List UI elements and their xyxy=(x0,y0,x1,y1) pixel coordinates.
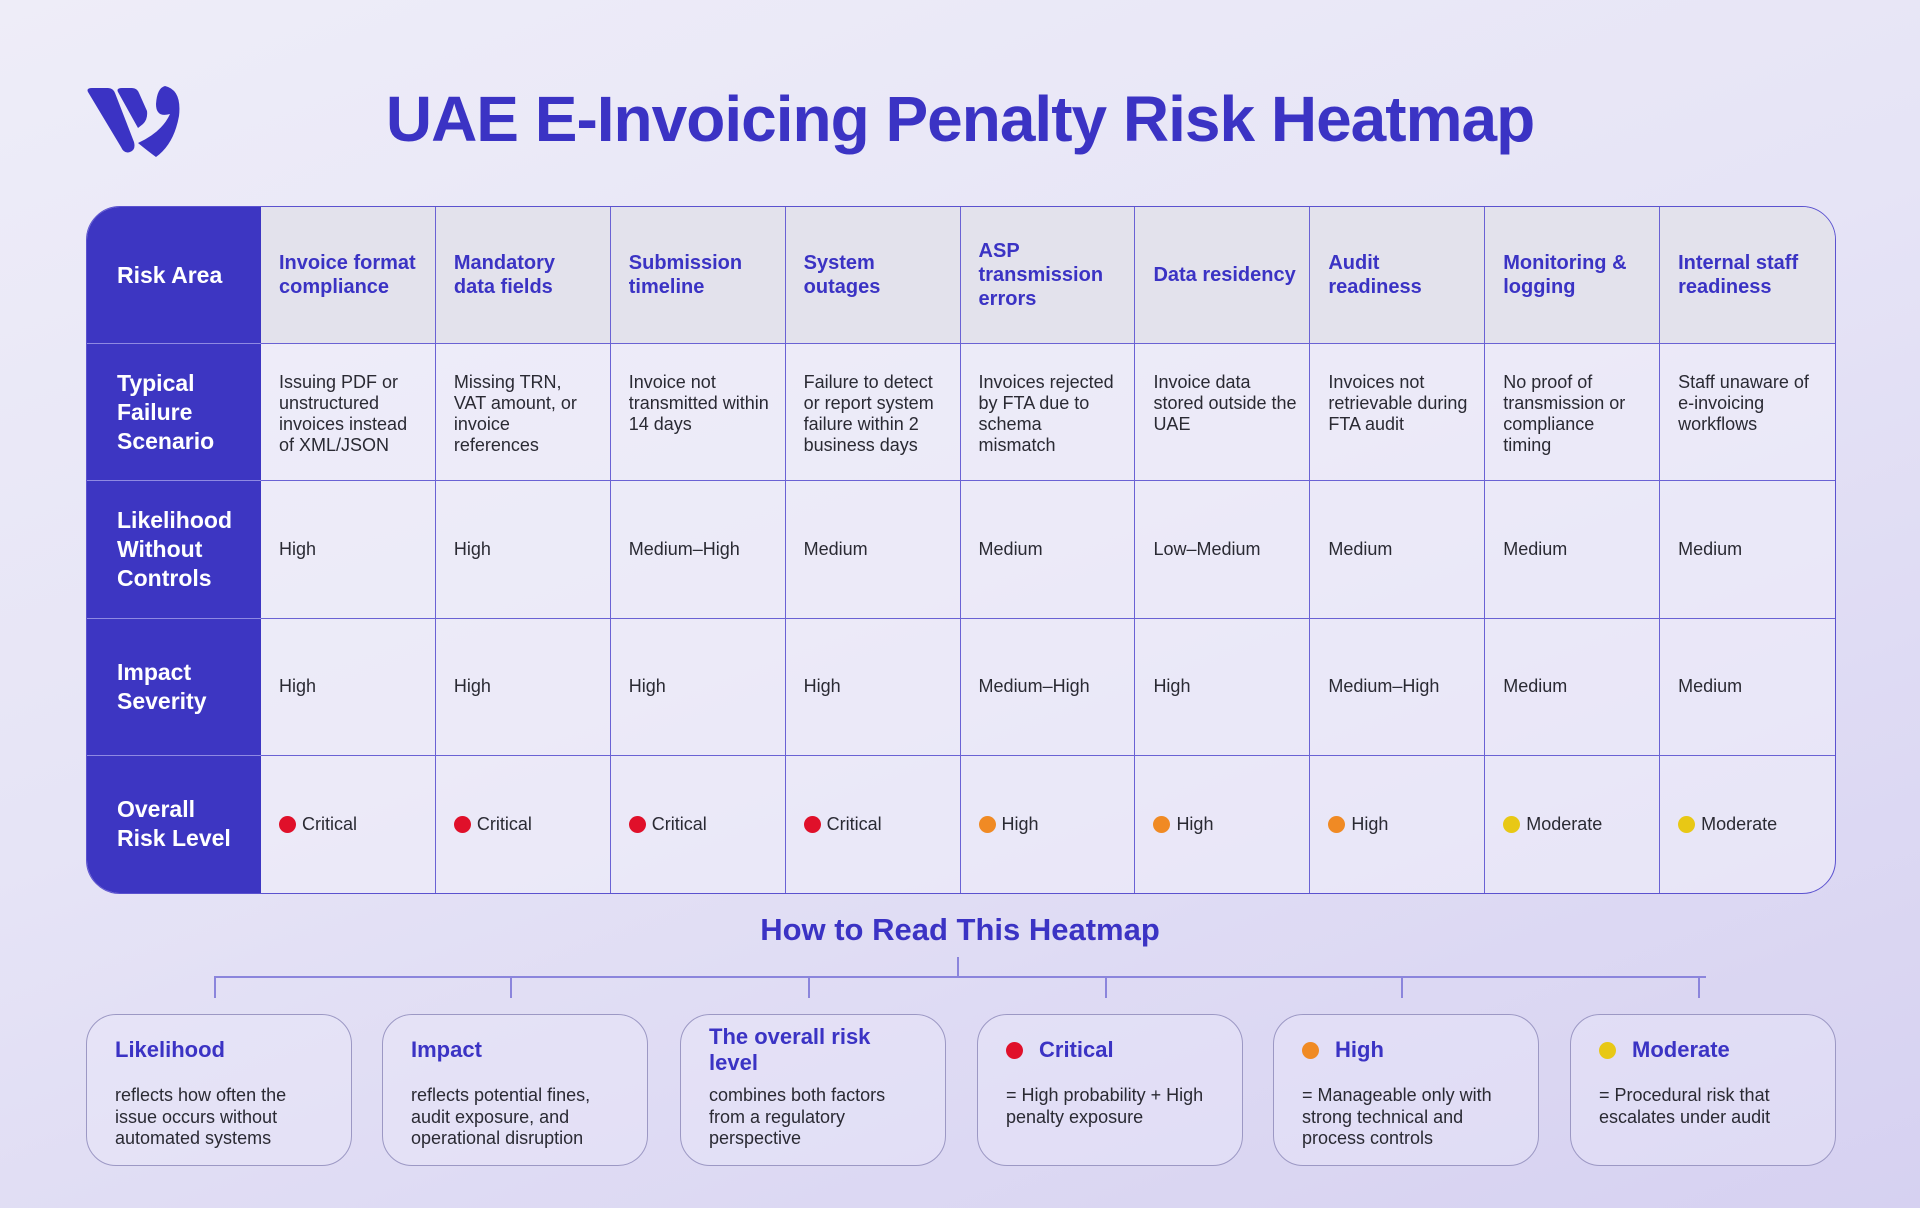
risk-area-header xyxy=(1310,207,1485,344)
failure-scenario-cell xyxy=(611,344,786,481)
cell-text: Medium xyxy=(1678,538,1743,559)
risk-area-header xyxy=(1485,207,1660,344)
cell-text: Invoices not retrievable during FTA audit xyxy=(1328,372,1468,435)
cell-text: Medium xyxy=(1328,538,1393,559)
risk-area-header xyxy=(436,207,611,344)
cell-text: No proof of transmission or compliance timing xyxy=(1503,372,1626,456)
overall-risk-cell xyxy=(1485,756,1660,893)
cell-text: Low–Medium xyxy=(1153,538,1261,559)
risk-area-header xyxy=(961,207,1136,344)
overall-risk-cell xyxy=(611,756,786,893)
risk-level-label: Critical xyxy=(826,813,882,834)
overall-risk-cell xyxy=(1135,756,1310,893)
failure-scenario-cell xyxy=(786,344,961,481)
legend-card-title-text: Critical xyxy=(1039,1037,1114,1062)
heatmap-table xyxy=(86,206,1836,894)
cell-text: Medium–High xyxy=(978,676,1090,697)
risk-level-label: Critical xyxy=(476,813,532,834)
cell-text: Medium xyxy=(1503,538,1568,559)
cell-text: Mandatory data fields xyxy=(453,252,555,299)
high-dot-icon xyxy=(1153,816,1170,833)
legend-card-title-text: The overall risk level xyxy=(709,1024,871,1075)
moderate-dot-icon xyxy=(1599,1042,1616,1059)
cell-text: High xyxy=(628,676,666,697)
likelihood-cell xyxy=(1135,481,1310,618)
cell-text: Invoice not transmitted within 14 days xyxy=(628,372,769,435)
failure-scenario-cell xyxy=(1310,344,1485,481)
critical-dot-icon xyxy=(454,816,471,833)
legend-card-title xyxy=(411,1037,623,1063)
impact-cell xyxy=(611,619,786,756)
moderate-dot-icon xyxy=(1503,816,1520,833)
cell-text: ASP transmission errors xyxy=(978,240,1104,311)
legend-card-title-text: Impact xyxy=(411,1037,482,1062)
cell-text: Monitoring & logging xyxy=(1503,252,1627,299)
connector-drop xyxy=(1105,976,1107,998)
risk-level-label: High xyxy=(1176,813,1214,834)
impact-cell xyxy=(436,619,611,756)
risk-area-header xyxy=(1135,207,1310,344)
likelihood-cell xyxy=(961,481,1136,618)
connector-drop xyxy=(1401,976,1403,998)
legend-card-body: reflects potential fines, audit exposure, and operational disruption xyxy=(411,1085,591,1148)
impact-cell xyxy=(1660,619,1835,756)
impact-cell xyxy=(1135,619,1310,756)
cell-text: Medium xyxy=(978,538,1043,559)
row-header: Likelihood Without Controls xyxy=(87,481,261,618)
legend-card-high xyxy=(1273,1014,1539,1166)
risk-level-label: Moderate xyxy=(1701,813,1778,834)
cell-text: Medium–High xyxy=(1328,676,1440,697)
legend-card-title-text: High xyxy=(1335,1037,1384,1062)
cell-text: Failure to detect or report system failure within 2 business days xyxy=(803,372,934,456)
overall-risk-cell xyxy=(786,756,961,893)
legend-card-body: = Manageable only with strong technical and process controls xyxy=(1302,1085,1492,1148)
overall-risk-cell xyxy=(1310,756,1485,893)
cell-text: High xyxy=(279,538,317,559)
cell-text: Medium xyxy=(803,538,868,559)
impact-cell xyxy=(1485,619,1660,756)
legend-card-title xyxy=(1006,1037,1218,1063)
failure-scenario-cell xyxy=(1135,344,1310,481)
cell-text: Invoice data stored outside the UAE xyxy=(1153,372,1297,435)
legend-card-title xyxy=(709,1024,921,1075)
connector-drop xyxy=(214,976,216,998)
critical-dot-icon xyxy=(629,816,646,833)
legend-card-critical xyxy=(977,1014,1243,1166)
cell-text: Invoices rejected by FTA due to schema mismatch xyxy=(978,372,1114,456)
risk-level-label: Moderate xyxy=(1526,813,1603,834)
overall-risk-cell xyxy=(961,756,1136,893)
row-header: Typical Failure Scenario xyxy=(87,344,261,481)
row-header: Risk Area xyxy=(87,207,261,344)
cell-text: Audit readiness xyxy=(1328,252,1422,299)
legend-card-moderate xyxy=(1570,1014,1836,1166)
impact-cell xyxy=(786,619,961,756)
connector-line xyxy=(214,976,1706,978)
cell-text: Medium xyxy=(1503,676,1568,697)
cell-text: Medium xyxy=(1678,676,1743,697)
cell-text: Submission timeline xyxy=(628,252,743,299)
high-dot-icon xyxy=(979,816,996,833)
cell-text: High xyxy=(1153,676,1191,697)
critical-dot-icon xyxy=(804,816,821,833)
cell-text: Medium–High xyxy=(628,538,740,559)
failure-scenario-cell xyxy=(261,344,436,481)
connector-drop xyxy=(808,976,810,998)
risk-area-header xyxy=(786,207,961,344)
connector-drop xyxy=(510,976,512,998)
legend-card-body: = Procedural risk that escalates under audit xyxy=(1599,1085,1771,1127)
legend-card-body: reflects how often the issue occurs without automated systems xyxy=(115,1085,287,1148)
row-header: Impact Severity xyxy=(87,619,261,756)
overall-risk-cell xyxy=(436,756,611,893)
critical-dot-icon xyxy=(1006,1042,1023,1059)
likelihood-cell xyxy=(1485,481,1660,618)
overall-risk-cell xyxy=(1660,756,1835,893)
cell-text: High xyxy=(803,676,841,697)
risk-level-label: High xyxy=(1351,813,1389,834)
risk-level-label: High xyxy=(1001,813,1039,834)
cell-text: Issuing PDF or unstructured invoices instead of XML/JSON xyxy=(279,372,408,456)
risk-area-header xyxy=(1660,207,1835,344)
legend-title: How to Read This Heatmap xyxy=(760,912,1160,947)
risk-area-header xyxy=(611,207,786,344)
likelihood-cell xyxy=(611,481,786,618)
cell-text: Data residency xyxy=(1153,264,1296,287)
legend-card-title xyxy=(1302,1037,1514,1063)
legend-card-likelihood xyxy=(86,1014,352,1166)
cell-text: High xyxy=(453,538,491,559)
failure-scenario-cell xyxy=(961,344,1136,481)
risk-level-label: Critical xyxy=(302,813,358,834)
likelihood-cell xyxy=(436,481,611,618)
cell-text: Missing TRN, VAT amount, or invoice references xyxy=(453,372,577,456)
page-title: UAE E-Invoicing Penalty Risk Heatmap xyxy=(385,83,1535,155)
likelihood-cell xyxy=(786,481,961,618)
likelihood-cell xyxy=(261,481,436,618)
likelihood-cell xyxy=(1660,481,1835,618)
impact-cell xyxy=(961,619,1136,756)
legend-card-body: = High probability + High penalty exposure xyxy=(1006,1085,1204,1127)
legend-card-title-text: Likelihood xyxy=(115,1037,225,1062)
failure-scenario-cell xyxy=(1660,344,1835,481)
legend-card-impact xyxy=(382,1014,648,1166)
critical-dot-icon xyxy=(279,816,296,833)
risk-level-label: Critical xyxy=(651,813,707,834)
cell-text: High xyxy=(279,676,317,697)
row-header: Overall Risk Level xyxy=(87,756,261,893)
risk-area-header xyxy=(261,207,436,344)
cell-text: Invoice format compliance xyxy=(279,252,416,299)
impact-cell xyxy=(261,619,436,756)
legend-card-title xyxy=(115,1037,327,1063)
cell-text: Staff unaware of e-invoicing workflows xyxy=(1678,372,1809,435)
overall-risk-cell xyxy=(261,756,436,893)
company-logo xyxy=(86,86,182,158)
failure-scenario-cell xyxy=(436,344,611,481)
cell-text: Internal staff readiness xyxy=(1678,252,1799,299)
connector-drop xyxy=(1698,976,1700,998)
moderate-dot-icon xyxy=(1678,816,1695,833)
cell-text: System outages xyxy=(803,252,881,299)
high-dot-icon xyxy=(1328,816,1345,833)
failure-scenario-cell xyxy=(1485,344,1660,481)
high-dot-icon xyxy=(1302,1042,1319,1059)
cell-text: High xyxy=(453,676,491,697)
legend-card-body: combines both factors from a regulatory perspective xyxy=(709,1085,886,1148)
likelihood-cell xyxy=(1310,481,1485,618)
legend-card-title xyxy=(1599,1037,1811,1063)
impact-cell xyxy=(1310,619,1485,756)
legend-card-title-text: Moderate xyxy=(1632,1037,1730,1062)
connector-line xyxy=(957,957,959,976)
legend-card-the-overall-risk-level xyxy=(680,1014,946,1166)
